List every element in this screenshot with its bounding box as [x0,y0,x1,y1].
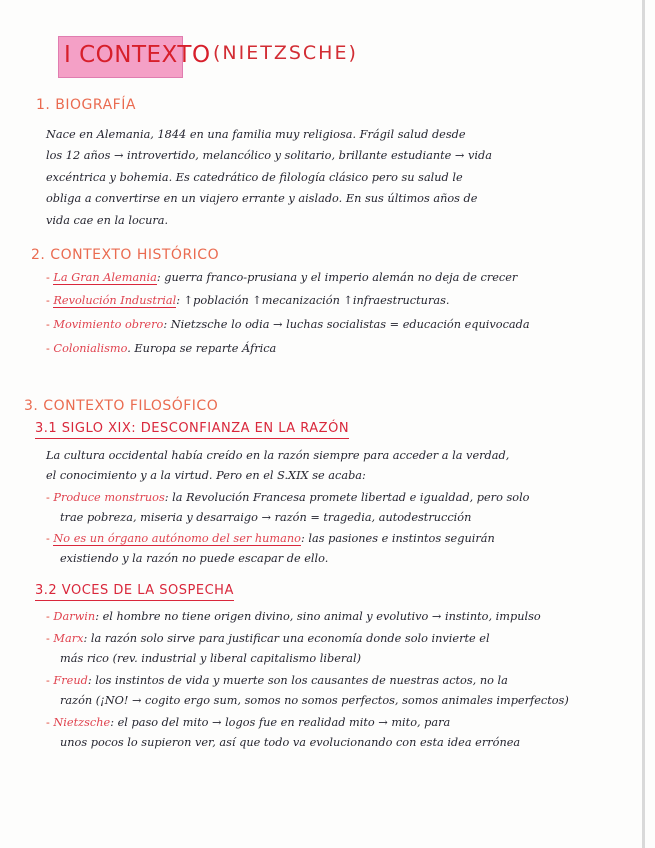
suspicion-item [46,610,541,623]
philo-item [46,532,495,545]
suspicion-item-continuation: más rico (rev. industrial y liberal capitalismo liberal) [60,652,362,665]
bullet-dash: - [46,532,54,545]
bullet-dash: - [46,294,54,307]
bullet-dash: - [46,342,54,355]
suspicion-text: : el hombre no tiene origen divino, sino animal y evolutivo → instinto, impulso [95,610,541,623]
history-term: Movimiento obrero [53,318,164,331]
page-title: I CONTEXTO [64,42,211,68]
history-item [46,342,276,355]
history-text: : Nietzsche lo odia → luchas socialistas = educación equivocada [163,318,530,331]
suspicion-item [46,632,490,645]
bullet-dash: - [46,674,54,687]
bio-line-3: excéntrica y bohemia. Es catedrático de filología clásico pero su salud le [46,171,463,184]
bullet-dash: - [46,610,54,623]
suspicion-term: Marx [53,632,84,645]
subsection-underline [35,600,234,601]
subsection-3-2-title: 3.2 VOCES DE LA SOSPECHA [35,583,234,598]
suspicion-term: Darwin [53,610,96,623]
section-2-heading: 2. CONTEXTO HISTÓRICO [31,247,220,263]
history-item [46,271,517,284]
philo-text: : la Revolución Francesa promete libertad e igualdad, pero solo [164,491,530,504]
history-text: : guerra franco-prusiana y el imperio alemán no deja de crecer [156,271,518,284]
philo-intro-line-1: La cultura occidental había creído en la razón siempre para acceder a la verdad, [46,449,510,462]
section-1-heading: 1. BIOGRAFÍA [36,97,136,113]
subsection-3-1-heading [35,421,349,436]
bio-line-1: Nace en Alemania, 1844 en una familia muy religiosa. Frágil salud desde [46,128,466,141]
bullet-dash: - [46,716,54,729]
suspicion-item-continuation: razón (¡NO! → cogito ergo sum, somos no somos perfectos, somos animales imperfectos) [60,694,569,707]
subsection-3-1-title: 3.1 SIGLO XIX: DESCONFIANZA EN LA RAZÓN [35,421,350,436]
philo-item-continuation: trae pobreza, miseria y desarraigo → razón = tragedia, autodestrucción [60,511,472,524]
bio-line-5: vida cae en la locura. [46,214,169,227]
bullet-dash: - [46,271,54,284]
history-item [46,318,530,331]
history-term: La Gran Alemania [53,271,157,284]
philo-item-continuation: existiendo y la razón no puede escapar de ello. [60,552,329,565]
bullet-dash: - [46,491,54,504]
suspicion-item [46,716,450,729]
suspicion-item-continuation: unos pocos lo supieron ver, así que todo va evolucionando con esta idea errónea [60,736,521,749]
philo-term: No es un órgano autónomo del ser humano [53,532,301,545]
bio-line-4: obliga a convertirse en un viajero errante y aislado. En sus últimos años de [46,192,478,205]
philo-item [46,491,529,504]
section-3-heading: 3. CONTEXTO FILOSÓFICO [24,398,219,414]
suspicion-term: Freud [53,674,88,687]
history-term: Revolución Industrial [53,294,177,307]
bullet-dash: - [46,632,54,645]
page-edge [642,0,645,848]
suspicion-term: Nietzsche [53,716,111,729]
history-text: : ↑población ↑mecanización ↑infraestructuras. [176,294,450,307]
bullet-dash: - [46,318,54,331]
philo-intro-line-2: el conocimiento y a la virtud. Pero en el S.XIX se acaba: [46,469,366,482]
suspicion-text: : los instintos de vida y muerte son los causantes de nuestras actos, no la [87,674,508,687]
suspicion-item [46,674,508,687]
history-text: . Europa se reparte África [127,342,277,355]
page-subtitle: (NIETZSCHE) [213,42,358,64]
subsection-underline [35,438,349,439]
bio-line-2: los 12 años → introvertido, melancólico y solitario, brillante estudiante → vida [46,149,492,162]
subsection-3-2-heading [35,583,234,598]
history-item [46,294,449,307]
suspicion-text: : el paso del mito → logos fue en realidad mito → mito, para [110,716,451,729]
philo-text: : las pasiones e instintos seguirán [300,532,495,545]
philo-term: Produce monstruos [53,491,165,504]
history-term: Colonialismo [53,342,128,355]
suspicion-text: : la razón solo sirve para justificar una economía donde solo invierte el [83,632,490,645]
